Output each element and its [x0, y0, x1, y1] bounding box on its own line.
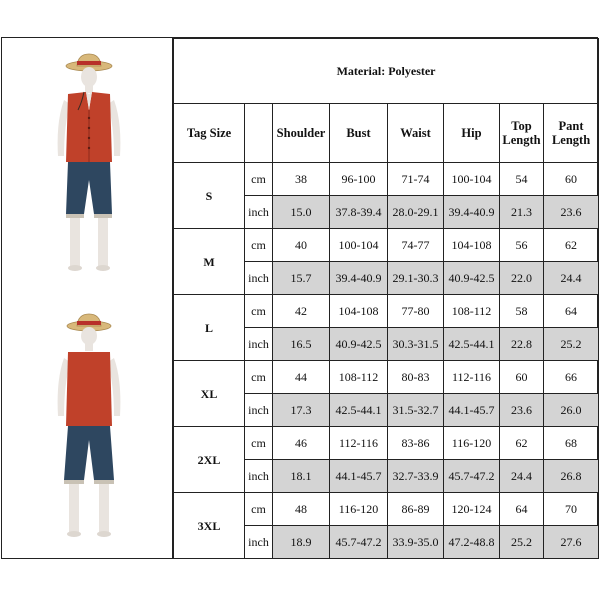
measurement-cell: 54: [500, 163, 544, 196]
unit-label: cm: [245, 163, 273, 196]
measurement-cell: 68: [544, 427, 599, 460]
measurement-cell: 33.9-35.0: [388, 526, 444, 559]
measurement-cell: 100-104: [444, 163, 500, 196]
measurement-cell: 112-116: [444, 361, 500, 394]
measurement-cell: 71-74: [388, 163, 444, 196]
measurement-cell: 25.2: [500, 526, 544, 559]
size-label: 2XL: [174, 427, 245, 493]
size-row-cm: [174, 493, 599, 526]
measurement-cell: 37.8-39.4: [330, 196, 388, 229]
measurement-cell: 44.1-45.7: [330, 460, 388, 493]
measurement-cell: 16.5: [273, 328, 330, 361]
material-title: Material: Polyester: [174, 39, 599, 104]
size-label: L: [174, 295, 245, 361]
unit-label: cm: [245, 493, 273, 526]
measurement-cell: 26.8: [544, 460, 599, 493]
size-label: M: [174, 229, 245, 295]
header-unit: [245, 104, 273, 163]
measurement-cell: 24.4: [544, 262, 599, 295]
measurement-cell: 45.7-47.2: [444, 460, 500, 493]
header-row: [174, 104, 599, 163]
measurement-cell: 86-89: [388, 493, 444, 526]
unit-label: cm: [245, 361, 273, 394]
measurement-cell: 23.6: [500, 394, 544, 427]
measurement-cell: 39.4-40.9: [330, 262, 388, 295]
measurement-cell: 70: [544, 493, 599, 526]
unit-label: inch: [245, 196, 273, 229]
measurement-cell: 24.4: [500, 460, 544, 493]
header-top-length: Top Length: [500, 104, 544, 163]
measurement-cell: 64: [544, 295, 599, 328]
unit-label: inch: [245, 526, 273, 559]
size-row-cm: [174, 163, 599, 196]
measurement-cell: 21.3: [500, 196, 544, 229]
unit-label: cm: [245, 295, 273, 328]
measurement-cell: 64: [500, 493, 544, 526]
costume-image-panel: [2, 38, 173, 558]
measurement-cell: 116-120: [444, 427, 500, 460]
measurement-cell: 40.9-42.5: [330, 328, 388, 361]
measurement-cell: 62: [500, 427, 544, 460]
size-label: XL: [174, 361, 245, 427]
measurement-cell: 27.6: [544, 526, 599, 559]
measurement-cell: 66: [544, 361, 599, 394]
measurement-cell: 15.0: [273, 196, 330, 229]
measurement-cell: 47.2-48.8: [444, 526, 500, 559]
size-row-cm: [174, 361, 599, 394]
measurement-cell: 30.3-31.5: [388, 328, 444, 361]
size-row-cm: [174, 295, 599, 328]
measurement-cell: 28.0-29.1: [388, 196, 444, 229]
size-chart-table: [173, 38, 599, 559]
measurement-cell: 22.0: [500, 262, 544, 295]
measurement-cell: 18.1: [273, 460, 330, 493]
measurement-cell: 74-77: [388, 229, 444, 262]
size-row-cm: [174, 229, 599, 262]
measurement-cell: 26.0: [544, 394, 599, 427]
measurement-cell: 46: [273, 427, 330, 460]
measurement-cell: 56: [500, 229, 544, 262]
header-tag-size: Tag Size: [174, 104, 245, 163]
measurement-cell: 42: [273, 295, 330, 328]
size-row-cm: [174, 427, 599, 460]
size-chart-frame: [1, 37, 598, 559]
measurement-cell: 112-116: [330, 427, 388, 460]
measurement-cell: 38: [273, 163, 330, 196]
measurement-cell: 104-108: [330, 295, 388, 328]
measurement-cell: 15.7: [273, 262, 330, 295]
unit-label: inch: [245, 460, 273, 493]
header-bust: Bust: [330, 104, 388, 163]
measurement-cell: 77-80: [388, 295, 444, 328]
measurement-cell: 108-112: [330, 361, 388, 394]
measurement-cell: 48: [273, 493, 330, 526]
measurement-cell: 17.3: [273, 394, 330, 427]
size-label: 3XL: [174, 493, 245, 559]
measurement-cell: 58: [500, 295, 544, 328]
unit-label: cm: [245, 427, 273, 460]
size-label: S: [174, 163, 245, 229]
header-shoulder: Shoulder: [273, 104, 330, 163]
header-waist: Waist: [388, 104, 444, 163]
measurement-cell: 44.1-45.7: [444, 394, 500, 427]
costume-back-view-image: [42, 308, 132, 538]
measurement-cell: 32.7-33.9: [388, 460, 444, 493]
unit-label: inch: [245, 262, 273, 295]
measurement-cell: 60: [500, 361, 544, 394]
measurement-cell: 44: [273, 361, 330, 394]
measurement-cell: 108-112: [444, 295, 500, 328]
measurement-cell: 45.7-47.2: [330, 526, 388, 559]
measurement-cell: 40: [273, 229, 330, 262]
measurement-cell: 31.5-32.7: [388, 394, 444, 427]
measurement-cell: 80-83: [388, 361, 444, 394]
measurement-cell: 96-100: [330, 163, 388, 196]
measurement-cell: 62: [544, 229, 599, 262]
measurement-cell: 116-120: [330, 493, 388, 526]
measurement-cell: 22.8: [500, 328, 544, 361]
unit-label: cm: [245, 229, 273, 262]
measurement-cell: 83-86: [388, 427, 444, 460]
unit-label: inch: [245, 394, 273, 427]
header-pant-length: Pant Length: [544, 104, 599, 163]
header-hip: Hip: [444, 104, 500, 163]
measurement-cell: 39.4-40.9: [444, 196, 500, 229]
measurement-cell: 60: [544, 163, 599, 196]
measurement-cell: 120-124: [444, 493, 500, 526]
measurement-cell: 18.9: [273, 526, 330, 559]
measurement-cell: 100-104: [330, 229, 388, 262]
measurement-cell: 42.5-44.1: [444, 328, 500, 361]
measurement-cell: 29.1-30.3: [388, 262, 444, 295]
measurement-cell: 23.6: [544, 196, 599, 229]
measurement-cell: 40.9-42.5: [444, 262, 500, 295]
costume-front-view-image: [42, 52, 132, 272]
measurement-cell: 25.2: [544, 328, 599, 361]
measurement-cell: 104-108: [444, 229, 500, 262]
unit-label: inch: [245, 328, 273, 361]
measurement-cell: 42.5-44.1: [330, 394, 388, 427]
